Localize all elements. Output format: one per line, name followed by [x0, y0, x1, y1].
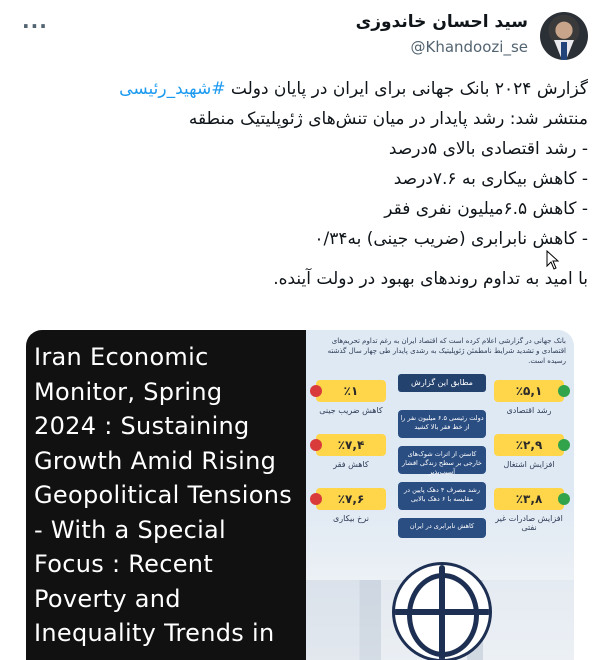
up-arrow-icon	[558, 493, 570, 505]
tweet-line-1-text: گزارش ۲۰۲۴ بانک جهانی برای ایران در پایان دولت	[230, 79, 588, 99]
report-title-line: Growth Amid Rising	[34, 446, 277, 475]
hashtag-link[interactable]: #شهید_رئیسی	[119, 79, 226, 99]
stat-value: ٪۲,۹	[515, 438, 543, 452]
report-title-line: Monitor, Spring	[34, 377, 223, 406]
media-image[interactable]	[26, 330, 574, 660]
tweet-closing: با امید به تداوم روندهای بهبود در دولت آینده.	[273, 269, 588, 289]
report-title-line: Poverty and	[34, 584, 181, 613]
stat-label: رشد اقتصادی	[506, 406, 552, 415]
display-name[interactable]: سید احسان خاندوزی	[355, 12, 528, 32]
stat-label: کاهش ضریب جینی	[319, 406, 383, 415]
stat-poverty	[316, 434, 386, 456]
report-title-panel	[26, 330, 306, 660]
stat-growth	[494, 380, 564, 402]
stat-value: ٪۷,۴	[337, 438, 365, 452]
user-handle[interactable]: @Khandoozi_se	[410, 38, 528, 56]
report-title-line: Geopolitical Tensions	[34, 481, 293, 509]
down-arrow-icon	[310, 493, 322, 505]
stat-gini	[316, 380, 386, 402]
report-title-line: - With a Special	[34, 515, 227, 544]
tweet-line-1	[16, 74, 588, 104]
report-title-line: Iran Economic	[34, 343, 209, 371]
stat-label: نرخ بیکاری	[333, 514, 369, 523]
stat-value: ٪۱	[343, 384, 359, 398]
infographic-box: کاستن از اثرات شوک‌های خارجی بر سطح زندگی اقشار آسیب‌پذیر	[398, 446, 486, 474]
stat-value: ٪۵,۱	[515, 384, 543, 398]
infographic-box: کاهش نابرابری در ایران	[398, 518, 486, 538]
bullet-growth: - رشد اقتصادی بالای ۵درصد	[388, 139, 588, 159]
stat-value: ٪۳,۸	[515, 492, 543, 506]
tweet-text	[16, 74, 588, 294]
stat-label: کاهش فقر	[333, 460, 369, 469]
avatar-tie	[561, 42, 567, 60]
world-bank-logo	[392, 562, 492, 660]
avatar[interactable]	[540, 12, 588, 60]
report-title-line: Focus : Recent	[34, 550, 214, 578]
infographic-box: دولت رئیسی ۶.۵ میلیون نفر را از خط فقر بالا کشید	[398, 410, 486, 438]
infographic-panel	[306, 330, 574, 660]
tweet-line-2: منتشر شد: رشد پایدار در میان تنش‌های ژئوپلیتیک منطقه	[188, 109, 588, 129]
mouse-cursor-icon	[546, 250, 560, 270]
infographic-intro: بانک جهانی در گزارشی اعلام کرده است که اقتصاد ایران به رغم تداوم تحریم‌های اقتصادی و تشدید شرایط نامطمئن ژئوپلیتیک به رشدی پایدار طی چهار سال گذشته رسیده است.	[327, 337, 566, 365]
bullet-poverty: - کاهش ۶.۵میلیون نفری فقر	[384, 199, 588, 219]
down-arrow-icon	[310, 385, 322, 397]
up-arrow-icon	[558, 385, 570, 397]
stat-label: افزایش اشتغال	[503, 460, 555, 469]
bullet-inequality: - کاهش نابرابری (ضریب جینی) به۰/۳۴	[314, 229, 588, 249]
stat-label: افزایش صادرات غیر نفتی	[495, 514, 563, 532]
more-options-icon[interactable]: ···	[22, 14, 48, 38]
report-title-line: Inequality Trends in	[34, 619, 275, 647]
report-title-line: 2024 : Sustaining	[34, 412, 250, 440]
stat-employment	[494, 434, 564, 456]
infographic-title: مطابق این گزارش	[398, 374, 486, 392]
bullet-unemployment: - کاهش بیکاری به ۷.۶درصد	[393, 169, 588, 189]
stat-value: ٪۷,۶	[337, 492, 365, 506]
down-arrow-icon	[310, 439, 322, 451]
stat-exports	[494, 488, 564, 510]
infographic-box: رشد مصرف ۴ دهک پایین در مقایسه با ۶ دهک بالایی	[398, 482, 486, 510]
stat-unemployment	[316, 488, 386, 510]
up-arrow-icon	[558, 439, 570, 451]
